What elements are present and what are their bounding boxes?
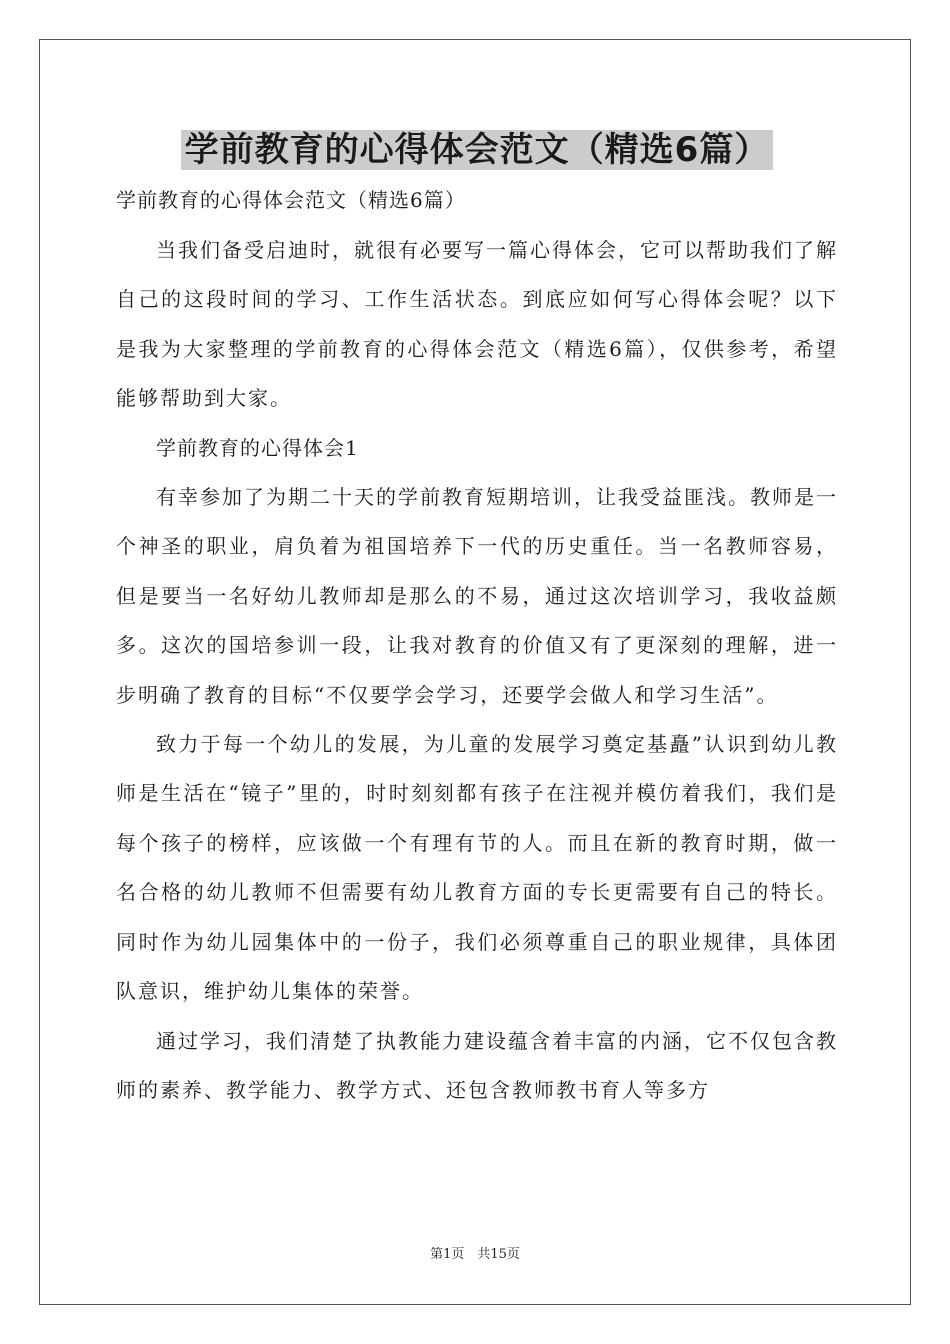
paragraph: 通过学习，我们清楚了执教能力建设蕴含着丰富的内涵，它不仅包含教师的素养、教学能力、教学方式、还包含教师教书育人等多方	[116, 1028, 838, 1102]
document-title	[116, 124, 838, 176]
intro-paragraph: 当我们备受启迪时，就很有必要写一篇心得体会，它可以帮助我们了解自己的这段时间的学习、工作生活状态。到底应如何写心得体会呢？以下是我为大家整理的学前教育的心得体会范文（精选6篇），仅供参考，希望能够帮助到大家。	[116, 238, 838, 411]
page-footer	[0, 1245, 950, 1265]
document-title-text: 学前教育的心得体会范文（精选6篇）	[181, 130, 774, 170]
document-subtitle: 学前教育的心得体会范文（精选6篇）	[116, 188, 466, 212]
paragraph: 致力于每一个幼儿的发展，为儿童的发展学习奠定基矗”认识到幼儿教师是生活在“镜子”里的，时时刻刻都有孩子在注视并模仿着我们，我们是每个孩子的榜样，应该做一个有理有节的人。而且在新的教育时期，做一名合格的幼儿教师不但需要有幼儿教育方面的专长更需要有自己的特长。同时作为幼儿园集体中的一份子，我们必须尊重自己的职业规律，具体团队意识，维护幼儿集体的荣誉。	[116, 732, 838, 1004]
paragraph: 有幸参加了为期二十天的学前教育短期培训，让我受益匪浅。教师是一个神圣的职业，肩负着为祖国培养下一代的历史重任。当一名教师容易，但是要当一名好幼儿教师却是那么的不易，通过这次培训学习，我收益颇多。这次的国培参训一段，让我对教育的价值又有了更深刻的理解，进一步明确了教育的目标“不仅要学会学习，还要学会做人和学习生活”。	[116, 485, 838, 707]
page-number: 第1页 共15页	[430, 1247, 520, 1262]
section-heading: 学前教育的心得体会1	[156, 435, 359, 460]
body-text	[116, 226, 838, 1115]
